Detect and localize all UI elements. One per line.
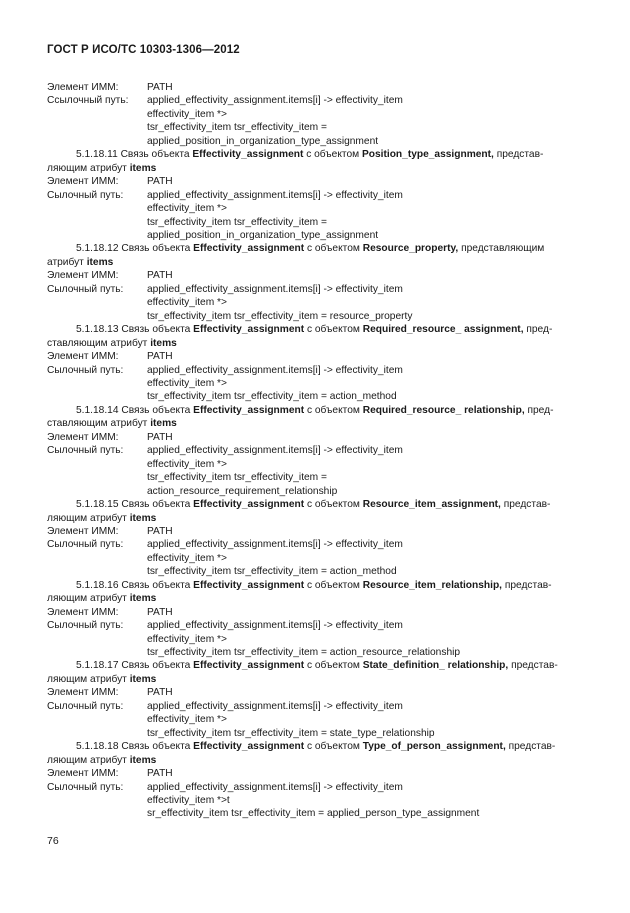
section-number: 5.1.18.17: [76, 660, 119, 672]
source-entity: Effectivity_assignment: [193, 499, 305, 511]
heading-text: Связь объекта: [120, 149, 190, 161]
heading-text: ляющим атрибут: [47, 593, 127, 605]
heading-text: ляющим атрибут: [47, 512, 127, 524]
heading-text: представ-: [504, 579, 552, 591]
ref-path-line: effectivity_item *>: [147, 297, 227, 309]
mim-element-row: [47, 269, 592, 282]
ref-path-line: tsr_effectivity_item tsr_effectivity_item = state_type_relationship: [147, 727, 435, 739]
attribute-name: items: [150, 337, 177, 349]
ref-path-label: Сылочный путь:: [47, 539, 124, 551]
target-entity: State_definition_ relationship,: [362, 660, 509, 672]
mim-element-label: Элемент ИММ:: [47, 606, 119, 618]
ref-path-row: [47, 94, 592, 107]
ref-path-row: [47, 781, 592, 794]
mim-element-label: Элемент ИММ:: [47, 768, 119, 780]
heading-text: с объектом: [306, 499, 360, 511]
mim-element-label: Элемент ИММ:: [47, 270, 119, 282]
mim-element-label: Элемент ИММ:: [47, 525, 119, 537]
ref-path-label: Сылочный путь:: [47, 781, 124, 793]
mim-element-value: PATH: [147, 687, 173, 699]
mim-element-value: PATH: [147, 525, 173, 537]
heading-text: ставляющим атрибут: [47, 337, 148, 349]
ref-path-label: Сылочный путь:: [47, 620, 124, 632]
source-entity: Effectivity_assignment: [193, 404, 305, 416]
target-entity: Resource_item_relationship,: [362, 579, 503, 591]
heading-text: Связь объекта: [121, 660, 191, 672]
ref-path-line: tsr_effectivity_item tsr_effectivity_item = resource_property: [147, 310, 413, 322]
mim-element-row: [47, 81, 592, 94]
mim-element-row: [47, 350, 592, 363]
heading-text: представ-: [503, 499, 551, 511]
ref-path-label: Сылочный путь:: [47, 700, 124, 712]
heading-text: Связь объекта: [121, 741, 191, 753]
ref-path-line: tsr_effectivity_item tsr_effectivity_item =: [147, 122, 327, 134]
heading-text: Связь объекта: [121, 243, 191, 255]
mim-element-label: Элемент ИММ:: [47, 351, 119, 363]
mim-element-row: [47, 606, 592, 619]
attribute-name: items: [129, 593, 157, 605]
target-entity: Type_of_person_assignment,: [362, 741, 506, 753]
ref-path-row: [47, 364, 592, 377]
section-number: 5.1.18.13: [76, 324, 119, 336]
heading-text: ставляющим атрибут: [47, 418, 148, 430]
source-entity: Effectivity_assignment: [192, 149, 304, 161]
target-entity: Resource_item_assignment,: [362, 499, 501, 511]
ref-path-line: tsr_effectivity_item tsr_effectivity_item = action_method: [147, 391, 397, 403]
ref-path-line: effectivity_item *>: [147, 108, 227, 120]
mim-element-value: PATH: [147, 768, 173, 780]
mim-element-row: [47, 431, 592, 444]
ref-path-row: [47, 444, 592, 457]
ref-path-row: [47, 700, 592, 713]
ref-path-line: effectivity_item *>: [147, 377, 227, 389]
mim-element-label: Элемент ИММ:: [47, 82, 119, 93]
ref-path-label: Сылочный путь:: [47, 189, 124, 201]
heading-text: атрибут: [47, 256, 84, 268]
source-entity: Effectivity_assignment: [193, 579, 305, 591]
ref-path-line: applied_effectivity_assignment.items[i] -> effectivity_item: [147, 283, 403, 295]
section-number: 5.1.18.15: [76, 499, 119, 511]
target-entity: Resource_property,: [362, 243, 459, 255]
section-number: 5.1.18.16: [76, 579, 119, 591]
heading-text: ляющим атрибут: [47, 673, 127, 685]
ref-path-line: effectivity_item *>: [147, 552, 227, 564]
mim-element-row: [47, 686, 592, 699]
attribute-name: items: [86, 256, 114, 268]
mim-element-label: Элемент ИММ:: [47, 431, 119, 443]
heading-text: представ-: [496, 149, 544, 161]
heading-text: пред-: [526, 324, 553, 336]
heading-text: с объектом: [306, 149, 360, 161]
section-heading-16: [47, 579, 592, 606]
target-entity: Position_type_assignment,: [361, 149, 494, 161]
document-body: [47, 81, 592, 821]
section-heading-18: [47, 740, 592, 767]
source-entity: Effectivity_assignment: [193, 243, 305, 255]
section-heading-14: [47, 404, 592, 431]
attribute-name: items: [129, 162, 157, 174]
mim-element-value: PATH: [147, 606, 173, 618]
mim-element-row: [47, 175, 592, 188]
section-heading-12: [47, 242, 592, 269]
ref-path-line: applied_effectivity_assignment.items[i] -> effectivity_item: [147, 95, 403, 107]
heading-text: Связь объекта: [121, 404, 191, 416]
page-header-title: ГОСТ Р ИСО/ТС 10303-1306—2012: [47, 44, 240, 56]
ref-path-row: [47, 283, 592, 296]
mim-element-value: PATH: [147, 82, 173, 93]
heading-text: с объектом: [306, 243, 360, 255]
source-entity: Effectivity_assignment: [193, 660, 305, 672]
ref-path-label: Ссылочный путь:: [47, 95, 129, 107]
ref-path-row: [47, 189, 592, 202]
ref-path-line: tsr_effectivity_item tsr_effectivity_item = action_resource_relationship: [147, 647, 461, 659]
heading-text: Связь объекта: [121, 579, 191, 591]
section-heading-15: [47, 498, 592, 525]
ref-path-line: effectivity_item *>: [147, 458, 227, 470]
heading-text: представляющим: [461, 243, 545, 255]
attribute-name: items: [129, 512, 157, 524]
section-number: 5.1.18.12: [76, 243, 119, 255]
ref-path-label: Сылочный путь:: [47, 445, 124, 457]
ref-path-label: Сылочный путь:: [47, 283, 124, 295]
ref-path-line: effectivity_item *>t: [147, 795, 230, 807]
source-entity: Effectivity_assignment: [193, 741, 305, 753]
attribute-name: items: [150, 418, 177, 430]
heading-text: с объектом: [306, 741, 360, 753]
attribute-name: items: [129, 754, 157, 766]
mim-element-label: Элемент ИММ:: [47, 687, 119, 699]
ref-path-line: effectivity_item *>: [147, 633, 227, 645]
section-number: 5.1.18.11: [76, 149, 118, 161]
ref-path-line: sr_effectivity_item tsr_effectivity_item = applied_person_type_assignment: [147, 808, 480, 820]
ref-path-label: Сылочный путь:: [47, 364, 124, 376]
mim-element-value: PATH: [147, 176, 173, 188]
section-heading-13: [47, 323, 592, 350]
ref-path-line: effectivity_item *>: [147, 203, 227, 215]
heading-text: с объектом: [306, 579, 360, 591]
ref-path-line: applied_effectivity_assignment.items[i] -> effectivity_item: [147, 539, 403, 551]
mim-element-row: [47, 525, 592, 538]
mim-element-row: [47, 767, 592, 780]
section-number: 5.1.18.18: [76, 741, 119, 753]
target-entity: Required_resource_ relationship,: [362, 404, 525, 416]
heading-text: представ-: [508, 741, 556, 753]
ref-path-line: applied_effectivity_assignment.items[i] -> effectivity_item: [147, 781, 403, 793]
heading-text: Связь объекта: [121, 499, 191, 511]
ref-path-line: applied_effectivity_assignment.items[i] -> effectivity_item: [147, 189, 403, 201]
heading-text: представ-: [511, 660, 558, 672]
mim-element-value: PATH: [147, 270, 173, 282]
heading-text: ляющим атрибут: [47, 754, 127, 766]
mim-element-value: PATH: [147, 351, 173, 363]
heading-text: Связь объекта: [121, 324, 191, 336]
ref-path-line: tsr_effectivity_item tsr_effectivity_item =: [147, 472, 327, 484]
ref-path-line: effectivity_item *>: [147, 714, 227, 726]
ref-path-line: applied_effectivity_assignment.items[i] -> effectivity_item: [147, 700, 403, 712]
mim-element-value: PATH: [147, 431, 173, 443]
section-heading-17: [47, 659, 592, 686]
mim-element-label: Элемент ИММ:: [47, 176, 119, 188]
attribute-name: items: [129, 673, 157, 685]
section-heading-11: [47, 148, 592, 175]
ref-path-line: action_resource_requirement_relationship: [147, 485, 338, 497]
ref-path-line: tsr_effectivity_item tsr_effectivity_item = action_method: [147, 566, 397, 578]
target-entity: Required_resource_ assignment,: [362, 324, 524, 336]
heading-text: пред-: [527, 404, 554, 416]
ref-path-line: applied_effectivity_assignment.items[i] -> effectivity_item: [147, 364, 403, 376]
heading-text: с объектом: [306, 324, 360, 336]
ref-path-line: applied_position_in_organization_type_assignment: [147, 135, 379, 147]
page-number: 76: [47, 835, 59, 847]
section-number: 5.1.18.14: [76, 404, 119, 416]
ref-path-line: applied_effectivity_assignment.items[i] -> effectivity_item: [147, 445, 403, 457]
heading-text: с объектом: [306, 404, 360, 416]
ref-path-row: [47, 619, 592, 632]
ref-path-line: applied_position_in_organization_type_assignment: [147, 229, 379, 241]
ref-path-row: [47, 538, 592, 551]
heading-text: с объектом: [306, 660, 360, 672]
source-entity: Effectivity_assignment: [193, 324, 305, 336]
ref-path-line: applied_effectivity_assignment.items[i] -> effectivity_item: [147, 620, 403, 632]
ref-path-line: tsr_effectivity_item tsr_effectivity_item =: [147, 216, 327, 228]
heading-text: ляющим атрибут: [47, 162, 127, 174]
